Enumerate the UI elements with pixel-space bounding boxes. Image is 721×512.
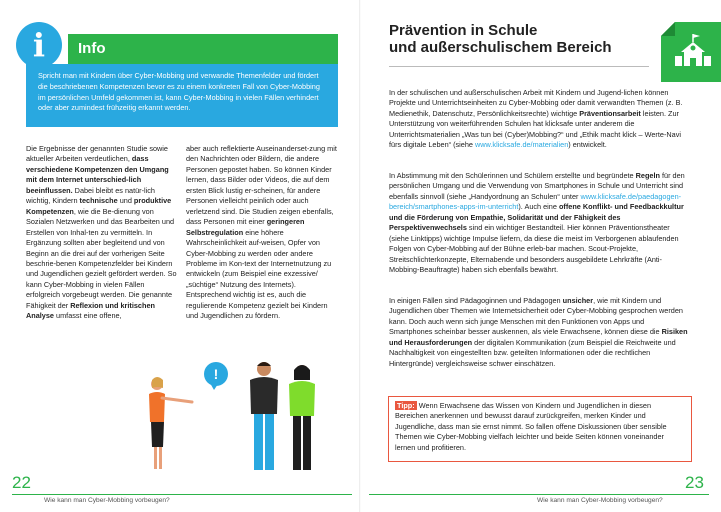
bold-text: Regeln [635, 171, 660, 180]
bold-text: unsicher [562, 296, 594, 305]
page-number-right: 23 [685, 473, 704, 492]
title-line-2: und außerschulischem Bereich [389, 39, 612, 56]
info-icon: i [16, 22, 62, 68]
tip-label: Tipp: [397, 401, 415, 410]
body-text: umfasst eine offene, [54, 311, 122, 321]
bold-text: Reflexion und kritischen Analyse [26, 300, 155, 321]
body-text: leisten. Zur Unterstützung von weiterführenden Schulen hat klicksafe unter anderem die Unterrichtsmaterialien „Was tun bei (Cyber)Mobbing?“ und „Ethik macht klick – Werte-Navi fürs digitale Leben“ (siehe [389, 108, 681, 150]
body-text: für den persönlichen Umgang und die Verwendung von Smartphones in Schule und Unterricht sind ebenfalls sinnvoll (siehe „Handyordnung an Schulen“ unter [389, 171, 685, 201]
body-text: sind ein wichtiger Bestandteil. Hier können Präventionstheater (siehe Linktipps) wichtige Impulse liefern, da diese die meist im Verborgenen ablaufenden Folgen von Cyber-Mobbing auf der Bühne erleb-bar machen. Scout-Projekte, Streitschlichterkonzepte, Elternabende und besonders ausgebildete Lehrkräfte (Anti-Mobbing-Beauftragte) haben sich ebenfalls bewährt. [389, 223, 679, 275]
title-line-1: Prävention in Schule [389, 22, 538, 39]
body-text: In Abstimmung mit den Schülerinnen und Schülern erstellte und begründete [389, 171, 636, 180]
footer-text-right: Wie kann man Cyber-Mobbing vorbeugen? [537, 497, 663, 504]
body-text: eine höhere Wahrscheinlichkeit auf-weisen, Opfer von Cyber-Mobbing zu werden oder andere Probleme im Kon-text der Internetnutzung zu entwickeln (zum Beispiel eine exzessive/„süchtige“ Nutzung des Internets). Entsprechend wichtig ist es, auch die regulierende Kompetenz gezielt bei Kindern und Jugendlichen zu fördern. [186, 227, 332, 321]
bold-text: dass verschiedene Kompetenzen den Umgang mit dem Internet unterschied-lich beeinflussen. [26, 154, 169, 195]
page-number-left: 22 [12, 473, 31, 492]
body-text: In einigen Fällen sind Pädagoginnen und Pädagogen [389, 296, 563, 305]
people-illustration [140, 352, 340, 480]
paragraph-1 [389, 88, 689, 151]
body-text: ). Auch eine [518, 202, 559, 212]
bold-text: produktive Kompetenzen [26, 196, 172, 216]
bold-text: offene Konflikt- und Feedbackkultur und die Förderung von Empathie, Solidarität und der Fähigkeit des Perspektivenwechsels [389, 202, 684, 233]
tip-box [388, 396, 692, 462]
tip-text: Wenn Erwachsene das Wissen von Kindern und Jugendlichen in diesen Bereichen anerkennen und bewusst darauf zurückgreifen, merken Kinder und Jugendliche, dass man sie ernst nimmt. So fallen offene Diskussionen über sensible Themen wie Cyber-Mobbing vielfach leichter und beide Seiten können voneinander lernen und profitieren. [395, 401, 667, 452]
body-text: der digitalen Kommunikation (zum Beispiel die Reichweite und Nachhaltigkeit von eingestellten bzw. geteilten Informationen oder die rechtlichen Hintergründe) vergleichsweise schwer einschätzen. [389, 337, 676, 368]
body-text: und [117, 196, 134, 206]
body-text: Die Ergebnisse der genannten Studie sowie aktueller Arbeiten verdeutlichen, [26, 144, 168, 164]
paragraph-2 [389, 171, 689, 276]
left-column-2 [186, 144, 338, 322]
info-header-bar [26, 34, 338, 64]
body-text: ) entwickelt. [568, 140, 607, 150]
exclamation-mark: ! [213, 366, 219, 382]
title-divider [389, 66, 649, 67]
body-text: In der schulischen und außerschulischen Arbeit mit Kindern und Jugend-lichen können Projekte und Unterrichtseinheiten zu Cyber-Mobbing oder damit verwandten Themen (z. B. Medienethik, Datenschutz, Persönlichkeitsrechte) wichtige [389, 88, 683, 118]
footer-rule-right [369, 494, 709, 495]
bold-text: technische [79, 196, 118, 206]
info-text: Spricht man mit Kindern über Cyber-Mobbing und verwandte Themenfelder und fördert die beschriebenen Kompetenzen bevor es zu einem konkreten Fall von Cyber-Mobbing im persönlichen Umfeld gekommen ist, kann Cyber-Mobbing in vielen Fällen verhindert oder aber zumindest frühzeitig erkannt werden. [26, 64, 338, 127]
school-icon [661, 22, 721, 82]
info-title: Info [78, 40, 106, 57]
bold-text: Risiken und Herausforderungen [389, 327, 688, 347]
body-text: aber auch reflektierte Auseinanderset-zung mit den Nachrichten oder Bildern, die andere Personen gepostet haben. So können Kinder lernen, dass Bilder oder Videos, die auf dem ersten Blick lustig er-scheinen, für andere Personen vielleicht peinlich oder auch verletzend sind. Die Studien zeigen ebenfalls, dass Personen mit einer [186, 144, 337, 227]
bold-text: Präventionsarbeit [579, 108, 641, 118]
right-page [361, 0, 721, 512]
link-text[interactable]: www.klicksafe.de/paedagogen-bereich/smartphones-apps-im-unterricht [389, 191, 682, 212]
page-title [389, 22, 612, 56]
paragraph-3 [389, 296, 689, 369]
footer-text-left: Wie kann man Cyber-Mobbing vorbeugen? [44, 497, 170, 504]
left-page [0, 0, 360, 512]
left-column-1 [26, 144, 178, 322]
body-text: , wie die Be-dienung von Sozialen Netzwerken und das Bearbeiten und Erstellen von Inhal-ten zu vermitteln. In Ergänzung sollten aber begleitend und von Beginn an die drei auf der vorherigen Seite beschrie-benen Kompetenzfelder bei Kindern und Jugendlichen gezielt gefördert werden. So kann Cyber-Mobbing in vielen Fällen erfolgreich vorgebeugt werden. Die genannte Fähigkeit der [26, 206, 177, 310]
footer-rule-left [12, 494, 352, 495]
body-text: , wie mit Kindern und Jugendlichen über Themen wie Internetsicherheit oder Cyber-Mobbing gesprochen werden kann. Doch auch wenn sich junge Menschen mit den Funktionen von Apps und Smartphones scheinbar besser auskennen, als viele Erwachsene, können diese die [389, 296, 683, 337]
bold-text: geringeren Selbstregulation [186, 217, 305, 237]
body-text: Dabei bleibt es natür-lich wichtig, Kindern [26, 185, 155, 206]
link-text[interactable]: www.klicksafe.de/materialien [475, 140, 569, 150]
